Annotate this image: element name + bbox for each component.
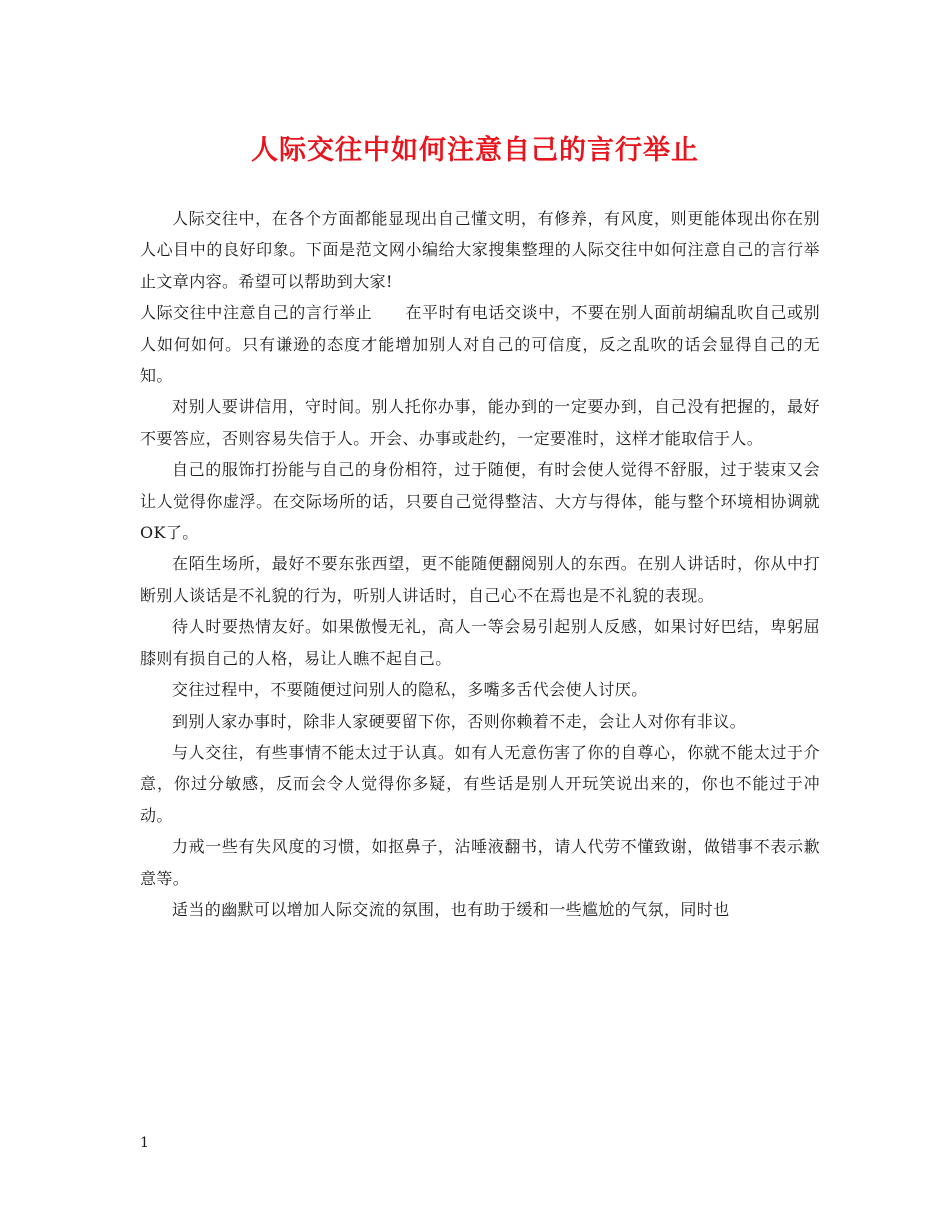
paragraph-strange-place: 在陌生场所，最好不要东张西望，更不能随便翻阅别人的东西。在别人讲话时，你从中打断别人谈话是不礼貌的行为，听别人讲话时，自己心不在焉也是不礼貌的表现。: [140, 554, 820, 605]
paragraph-not-too-serious: 与人交往，有些事情不能太过于认真。如有人无意伤害了你的自尊心，你就不能太过于介意，你过分敏感，反而会令人觉得你多疑，有些话是别人开玩笑说出来的，你也不能过于冲动。: [140, 742, 820, 825]
paragraph-bad-habits: 力戒一些有失风度的习惯，如抠鼻子，沾唾液翻书，请人代劳不懂致谢，做错事不表示歉意等。: [140, 837, 820, 888]
page-number: 1: [140, 1135, 149, 1151]
paragraph-visiting: 到别人家办事时，除非人家硬要留下你，否则你赖着不走，会让人对你有非议。: [172, 711, 747, 731]
document-title: 人际交往中如何注意自己的言行举止: [251, 135, 699, 166]
paragraph-intro: 人际交往中，在各个方面都能显现出自己懂文明，有修养，有风度，则更能体现出你在别人心目中的良好印象。下面是范文网小编给大家搜集整理的人际交往中如何注意自己的言行举止文章内容。希望可以帮助到大家!: [140, 209, 820, 291]
paragraph-dress: 自己的服饰打扮能与自己的身份相符，过于随便，有时会使人觉得不舒服，过于装束又会让人觉得你虚浮。在交际场所的话，只要自己觉得整洁、大方与得体，能与整个环境相协调就OK了。: [140, 460, 820, 543]
paragraph-humor: 适当的幽默可以增加人际交流的氛围，也有助于缓和一些尴尬的气氛，同时也: [172, 899, 730, 919]
document-body: [140, 203, 820, 925]
paragraph-trust: 对别人要讲信用，守时间。别人托你办事，能办到的一定要办到，自己没有把握的，最好不要答应，否则容易失信于人。开会、办事或赴约，一定要准时，这样才能取信于人。: [140, 397, 820, 448]
paragraph-phone-talk: 人际交往中注意自己的言行举止 在平时有电话交谈中，不要在别人面前胡编乱吹自己或别人如何如何。只有谦逊的态度才能增加别人对自己的可信度，反之乱吹的话会显得自己的无知。: [140, 303, 820, 386]
paragraph-friendly: 待人时要热情友好。如果傲慢无礼，高人一等会易引起别人反感，如果讨好巴结，卑躬屈膝则有损自己的人格，易让人瞧不起自己。: [140, 617, 820, 668]
paragraph-privacy: 交往过程中，不要随便过问别人的隐私，多嘴多舌代会使人讨厌。: [172, 680, 648, 700]
